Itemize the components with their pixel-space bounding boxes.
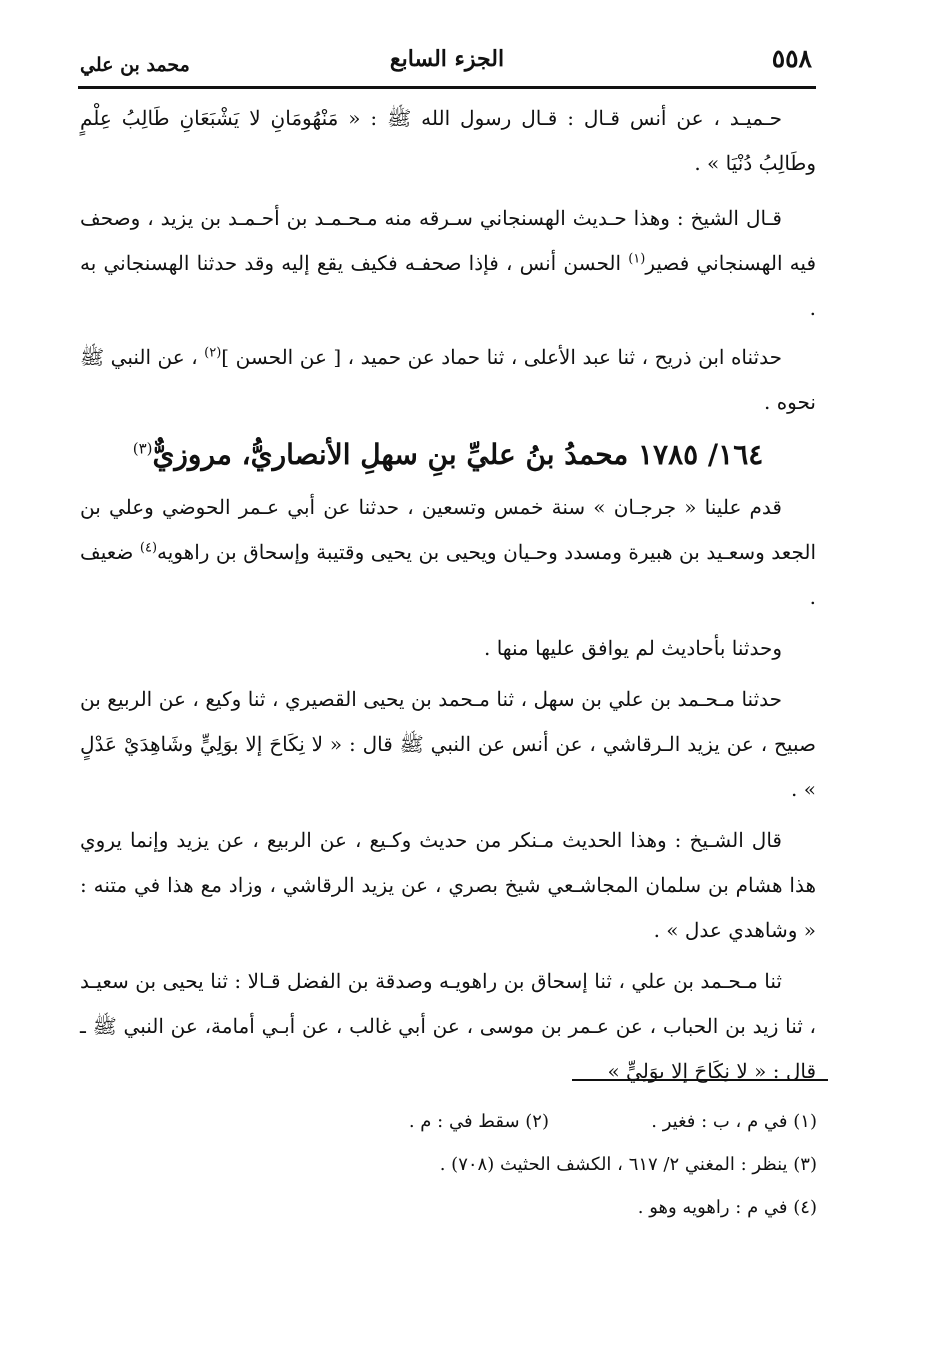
paragraph: وحدثنا بأحاديث لم يوافق عليها منها . [483,636,782,660]
footnote: (١) في م ، ب : فغير . [651,1111,817,1132]
footnote-ref: (٢) [204,345,222,361]
paragraph: حدثناه ابن ذريح ، ثنا عبد الأعلى ، ثنا حماد عن حميد ، [ عن الحسن ]$^{(٢)}$ ، عن النبي ﷺ نحوه . [80,345,816,414]
footnote-line [217,1186,817,1229]
running-head [78,38,816,84]
footnote: (٣) ينظر : المغني ٢/ ٦١٧ ، الكشف الحثيث (٧٠٨) . [439,1154,817,1175]
entry-heading: ١٦٤/ ١٧٨٥ محمدُ بنُ عليِّ بنِ سهلِ الأنصاريُّ، مروزيٌّ$^{(٣)}$ [132,438,764,471]
header-rule [78,86,816,89]
paragraph: ثنا مـحـمد بن علي ، ثنا إسحاق بن راهويـه وصدقة بن الفضل قـالا : ثنا يحيى بن سعيـد ، ثنا زيد بن الحباب ، عن عـمر بن موسى ، عن أبي غالب ، عن أبـي أمامة، عن النبي ﷺ ـ قال : « لا نِكَاحَ إلا بوَلِيٍّ » [80,969,817,1083]
paragraph: قـال الشيخ : وهذا حـديث الهسنجاني سـرقه منه مـحـمـد بن أحـمـد بن يزيد ، وصحف فيه الهسنجاني فصير$^{(١)}$ الحسن أنس ، فإذا صحفـه فكيف يقع إليه وقد حدثنا الهسنجاني به . [80,206,816,320]
paragraph: حـميـد ، عن أنس قـال : قـال رسول الله ﷺ : « مَنْهُومَانِ لا يَشْبَعَانِ طَالِبُ عِلْمٍ وطَالِبُ دُنْيَا » . [80,106,816,175]
footnote-ref: (٣) [132,439,153,458]
footnote-line [217,1100,817,1143]
footnote: (٢) سقط في : م . [408,1111,549,1132]
paragraph: قال الشـيخ : وهذا الحديث مـنكر من حديث وكـيع ، عن الربيع ، عن يزيد وإنما يروي هذا هشام بن سلمان المجاشـعي شيخ بصري ، عن يزيد الرقاشي ، وزاد مع هذا في متنه : « وشاهدي عدل » . [80,828,816,942]
footnote-ref: (٤) [139,540,158,556]
paragraph: قدم علينا « جرجـان » سنة خمس وتسعين ، حدثنا عن أبي عـمر الحوضي وعلي بن الجعد وسعـيد بن هبيرة ومسدد وحـيان ويحيى بن يحيى وقتيبة وإسحاق بن راهويه$^{(٤)}$ ضعيف . [80,495,817,609]
main-text [80,96,816,1094]
footnote: (٤) في م : راهويه وهو . [637,1197,817,1218]
paragraph: حدثنا مـحـمد بن علي بن سهل ، ثنا مـحمد بن يحيى القصيري ، ثنا وكيع ، عن الربيع بن صبيح ، عن يزيد الـرقاشي ، عن أنس عن النبي ﷺ قال : « لا نِكَاحَ إلا بوَلِيٍّ وشَاهِدَيْ عَدْلٍ » . [80,687,816,801]
volume-title: الجزء السابع [389,46,505,72]
page-number: ٥٥٨ [771,44,812,73]
footnote-ref: (١) [628,251,646,267]
footnote-rule [572,1079,828,1081]
footnotes [217,1100,817,1229]
running-entry-name: محمد بن علي [80,54,190,76]
footnote-line [217,1143,817,1186]
